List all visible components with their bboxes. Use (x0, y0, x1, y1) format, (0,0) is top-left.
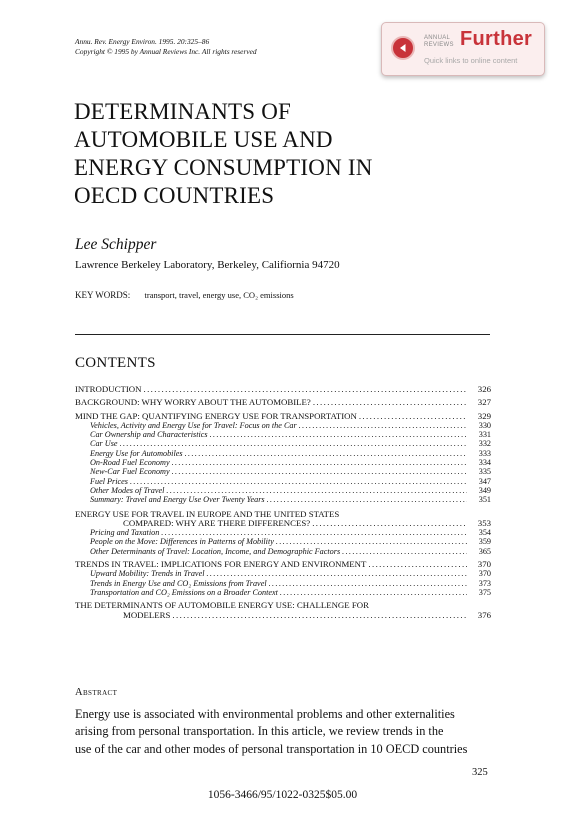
table-of-contents (75, 385, 491, 620)
toc-entry[interactable]: Car Ownership and Characteristics ..... 331 (75, 430, 491, 439)
toc-entry[interactable]: THE DETERMINANTS OF AUTOMOBILE ENERGY USE: CHALLENGE FOR (75, 601, 369, 611)
toc-entry[interactable]: TRENDS IN TRAVEL: IMPLICATIONS FOR ENERGY AND ENVIRONMENT ..... 370 (75, 560, 491, 569)
section-divider (75, 334, 490, 335)
article-title (74, 98, 373, 210)
abstract-heading: Abstract (75, 687, 118, 698)
toc-entry[interactable]: On-Road Fuel Economy ..... 334 (75, 458, 491, 467)
further-links-badge[interactable] (381, 22, 545, 76)
toc-entry[interactable]: Other Modes of Travel ..... 349 (75, 486, 491, 495)
further-wordmark: Further (460, 28, 533, 50)
abstract-line: arising from personal transportation. In this article, we review trends in the (75, 724, 444, 739)
toc-entry[interactable]: Other Determinants of Travel: Location, Income, and Demographic Factors ..... 365 (75, 547, 491, 556)
abstract-line: Energy use is associated with environmental problems and other externalities (75, 707, 455, 721)
journal-citation (75, 37, 257, 57)
abstract-line: use of the car and other modes of personal transportation in 10 OECD countries (75, 741, 468, 756)
title-line: DETERMINANTS OF (74, 99, 292, 124)
toc-entry[interactable]: BACKGROUND: WHY WORRY ABOUT THE AUTOMOBILE? ..... 327 (75, 398, 491, 407)
toc-entry[interactable]: Upward Mobility: Trends in Travel ..... 370 (75, 569, 491, 578)
toc-entry[interactable]: Summary: Travel and Energy Use Over Twenty Years ..... 351 (75, 495, 491, 504)
keywords-terms: transport, travel, energy use, CO₂ emissions (144, 290, 294, 300)
toc-entry[interactable]: MODELERS ..... 376 (75, 611, 491, 620)
toc-entry[interactable]: New-Car Fuel Economy ..... 335 (75, 467, 491, 476)
toc-entry[interactable]: Pricing and Taxation ..... 354 (75, 528, 491, 537)
article-code: 1056-3466/95/1022-0325$05.00 (207, 789, 358, 801)
toc-entry[interactable]: Trends in Energy Use and CO₂ Emissions from Travel ..... 373 (75, 579, 491, 588)
toc-entry[interactable]: Car Use ..... 332 (75, 439, 491, 448)
toc-entry[interactable]: COMPARED: WHY ARE THERE DIFFERENCES? ..... 353 (75, 519, 491, 528)
title-line: OECD COUNTRIES (74, 183, 275, 208)
toc-entry[interactable]: Transportation and CO₂ Emissions on a Broader Context ..... 375 (75, 588, 491, 597)
toc-entry[interactable]: Energy Use for Automobiles ..... 333 (75, 449, 491, 458)
toc-entry[interactable]: Fuel Prices ..... 347 (75, 477, 491, 486)
contents-heading: CONTENTS (75, 355, 156, 371)
toc-entry[interactable]: Vehicles, Activity and Energy Use for Travel: Focus on the Car ..... 330 (75, 421, 491, 430)
toc-entry[interactable]: ENERGY USE FOR TRAVEL IN EUROPE AND THE UNITED STATES (75, 509, 340, 519)
keywords (75, 290, 294, 300)
journal-citation-line-2: Copyright © 1995 by Annual Reviews Inc. All rights reserved (75, 47, 257, 56)
further-tagline: Quick links to online content (424, 56, 518, 65)
annual-reviews-wordmark: ANNUAL REVIEWS (424, 35, 454, 48)
toc-entry[interactable]: MIND THE GAP: QUANTIFYING ENERGY USE FOR TRANSPORTATION ..... 329 (75, 412, 491, 421)
journal-citation-line-1: Annu. Rev. Energy Environ. 1995. 20:325–86 (75, 37, 210, 46)
title-line: ENERGY CONSUMPTION IN (74, 155, 373, 180)
keywords-label: KEY WORDS: (75, 290, 131, 300)
toc-entry[interactable]: INTRODUCTION ..... 326 (75, 385, 491, 394)
abstract-text (75, 706, 490, 758)
page-number: 325 (472, 767, 488, 778)
play-arrow-icon (391, 36, 415, 60)
author-affiliation: Lawrence Berkeley Laboratory, Berkeley, Califiornia 94720 (75, 259, 340, 271)
author-name: Lee Schipper (75, 236, 157, 253)
title-line: AUTOMOBILE USE AND (74, 127, 333, 152)
toc-entry[interactable]: People on the Move: Differences in Patterns of Mobility ..... 359 (75, 537, 491, 546)
